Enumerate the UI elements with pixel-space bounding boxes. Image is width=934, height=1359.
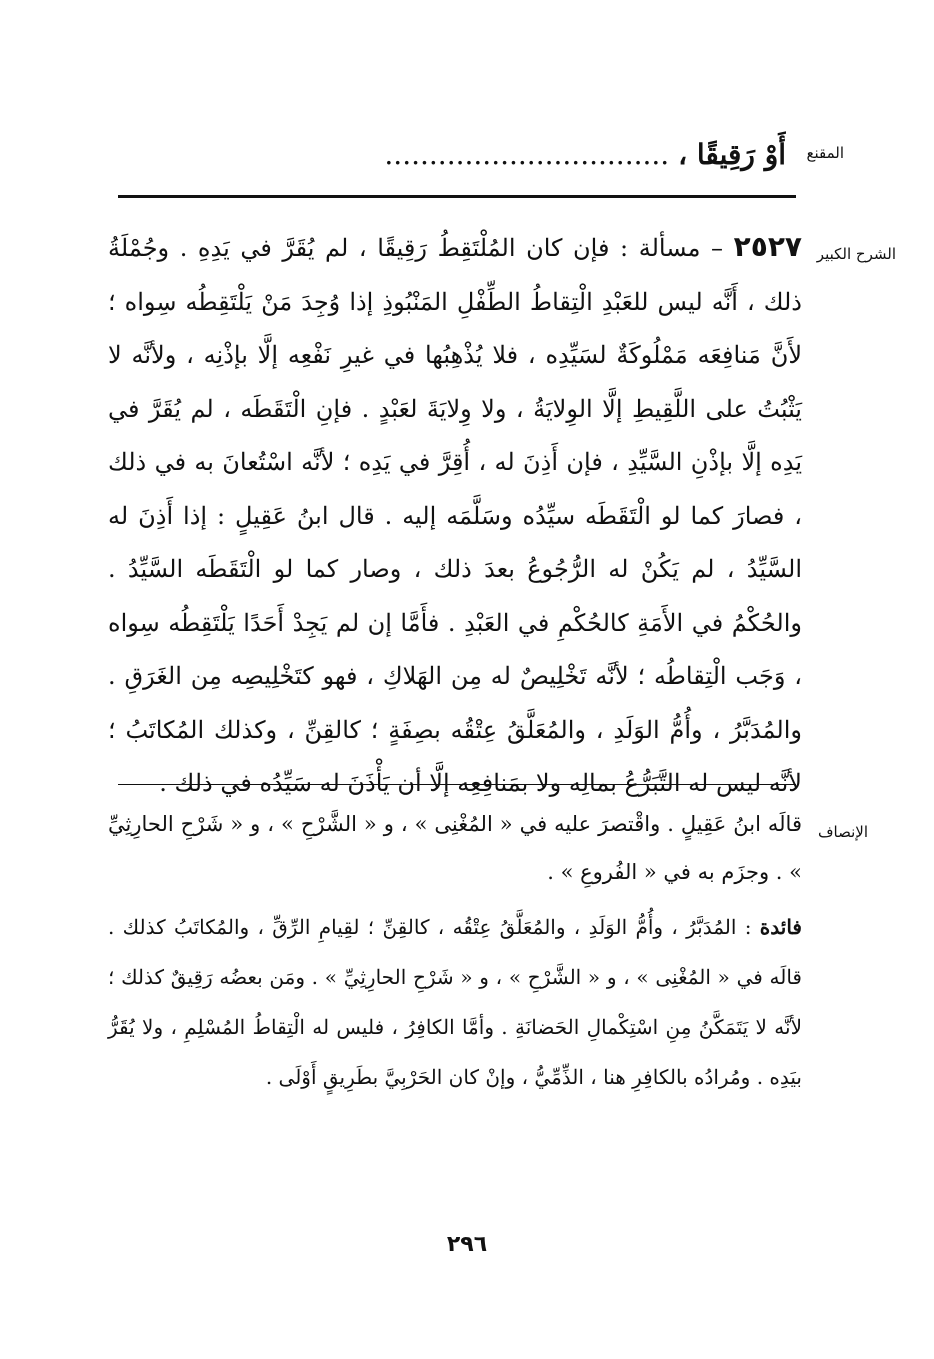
thick-divider — [118, 195, 796, 198]
faida-body: : المُدَبَّرُ ، وأُمُّ الوَلَدِ ، والمُعَلَّقُ عِتْقُه ، كالقِنِّ ؛ لقِيامِ الرِّقِّ ، والمُكاتَبُ كذلك . قالَه في « المُغْنِى » ، و « الشَّرْحِ » ، و « شَرْحِ الحارِثِيِّ » . ومَن بعضُه رَقِيقٌ كذلك ؛ لأنَّه لا يَتَمَكَّنُ مِنِ اسْتِكْمالِ الحَضانَةِ . وأمَّا الكافِرُ ، فليس له الْتِقاطُ المُسْلِمِ ، ولا يُقَرُّ بيَدِه . ومُرادُه بالكافِرِ هنا ، الذِّمِّيُّ ، وإنْ كان الحَرْبِيَّ بطَرِيقٍ أَوْلَى . — [108, 915, 802, 1089]
faida-paragraph — [108, 902, 802, 1102]
dotted-leader: ................................ — [384, 138, 670, 171]
masala-number: ٢٥٢٧ — [733, 230, 802, 263]
margin-label-sharh-kabir: الشرح الكبير — [816, 245, 896, 263]
faida-label: فائدة — [759, 915, 802, 939]
insaf-body: قالَه ابنُ عَقِيلٍ . واقْتصرَ عليه في « المُغْنِى » ، و « الشَّرْحِ » ، و « شَرْحِ الحارِثِيِّ » . وجزَم به في « الفُروعِ » . — [108, 812, 802, 884]
margin-label-insaf: الإنصاف — [817, 823, 868, 841]
muqni-text: أَوْ رَقِيقًا ، — [678, 138, 786, 171]
page-number: ٢٩٦ — [446, 1232, 488, 1257]
thin-divider — [118, 784, 796, 785]
insaf-text — [108, 800, 802, 896]
sharh-body: – مسألة : فإن كان المُلْتَقِطُ رَقِيقًا ، لم يُقَرَّ في يَدِهِ . وجُمْلَةُ ذلك ، أَنَّه ليس للعَبْدِ الْتِقاطُ الطِّفْلِ المَنْبُوذِ إذا وُجِدَ مَنْ يَلْتَقِطُه سِواه ؛ لأَنَّ مَنافِعَه مَمْلُوكَةٌ لسَيِّدِه ، فلا يُذْهِبُها في غيرِ نَفْعِه إلَّا بإذْنِه ، ولأنَّه لا يَثْبُتُ على اللَّقِيطِ إلَّا الوِلايَةُ ، ولا وِلايَةَ لعَبْدٍ . فإنِ الْتَقَطَه ، لم يُقَرَّ في يَدِه إلَّا بإذْنِ السَّيِّدِ ، فإن أَذِنَ له ، أُقِرَّ في يَدِه ؛ لأنَّه اسْتُعانَ به في ذلك ، فصارَ كما لو الْتَقَطَه سيِّدُه وسَلَّمَه إليه . قال ابنُ عَقِيلٍ : إذا أَذِنَ له السَّيِّدُ ، لم يَكُنْ له الرُّجُوعُ بعدَ ذلك ، وصار كما لو الْتَقَطَه السَّيِّدُ . والحُكْمُ في الأَمَةِ كالحُكْمِ في العَبْدِ . فأَمَّا إن لم يَجِدْ أَحَدًا يَلْتَقِطُه سِواه ، وَجَب الْتِقاطُه ؛ لأنَّه تَخْلِيصٌ له مِن الهَلاكِ ، فهو كتَخْلِيصِه مِن الغَرَقِ . والمُدَبَّرُ ، وأُمُّ الوَلَدِ ، والمُعَلَّقُ عِتْقُه بصِفَةٍ ؛ كالقِنِّ ، وكذلك المُكاتَبُ ؛ لأنَّه ليس له التَّبَرُّعُ بمالِه ولا بمَنافِعِه إلَّا أن يَأْذَنَ له سَيِّدُه في ذلك . — [108, 234, 803, 797]
sharh-kabir-text — [108, 220, 802, 811]
margin-label-muqni: المقنع — [806, 144, 844, 162]
muqni-header-line — [118, 130, 786, 180]
